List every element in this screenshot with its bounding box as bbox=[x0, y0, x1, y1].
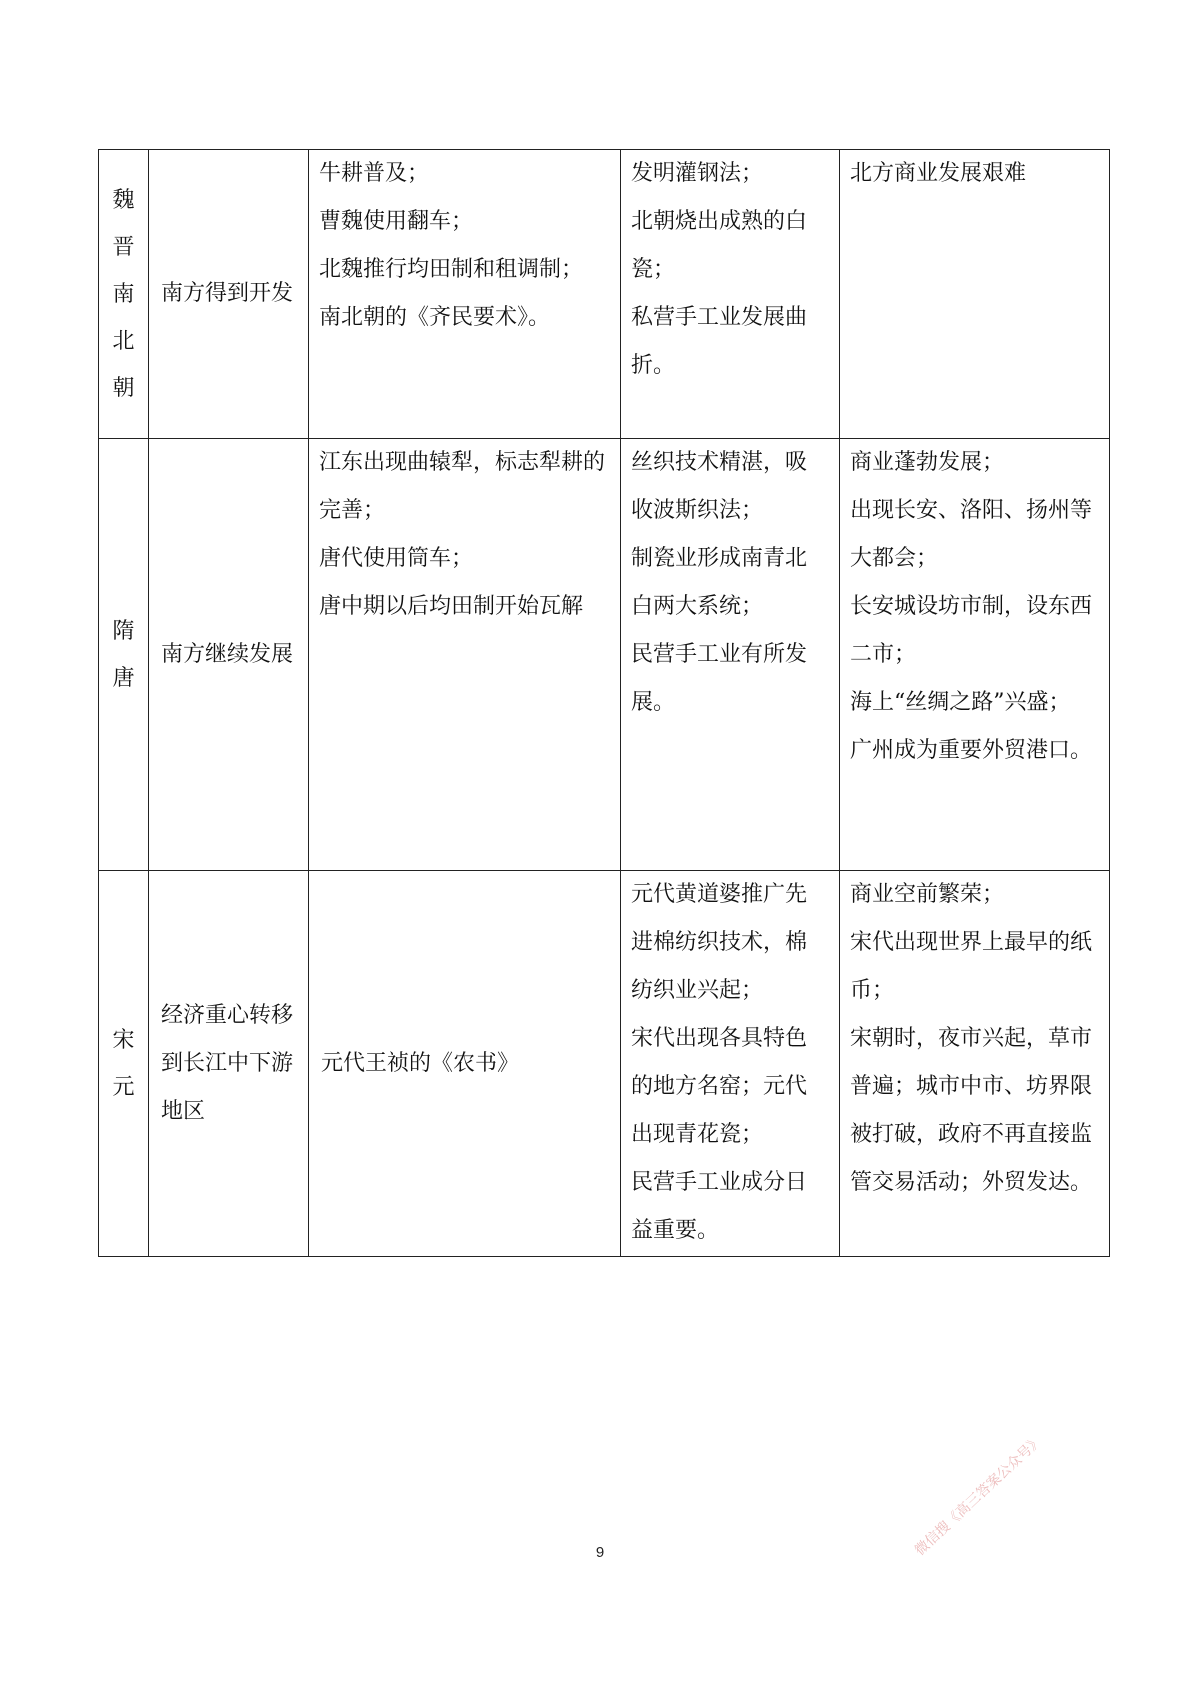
agriculture-cell bbox=[309, 871, 621, 1257]
handicraft-cell bbox=[621, 871, 840, 1257]
commerce-cell bbox=[840, 439, 1110, 871]
era-label: 魏晋南北朝 bbox=[112, 187, 135, 401]
era-cell bbox=[99, 439, 149, 871]
region-text: 南方继续发展 bbox=[161, 641, 294, 667]
era-cell bbox=[99, 871, 149, 1257]
agriculture-text: 江东出现曲辕犁，标志犁耕的完善； 唐代使用筒车； 唐中期以后均田制开始瓦解 bbox=[319, 450, 606, 619]
region-text: 经济重心转移到长江中下游地区 bbox=[161, 1002, 294, 1124]
handicraft-text: 元代黄道婆推广先进棉纺织技术，棉纺织业兴起； 宋代出现各具特色的地方名窑；元代出现青花瓷； 民营手工业成分日益重要。 bbox=[631, 882, 808, 1243]
watermark: 微信搜《高三答案公众号》 bbox=[912, 1432, 1046, 1559]
commerce-text: 北方商业发展艰难 bbox=[850, 161, 1027, 186]
agriculture-text: 元代王祯的《农书》 bbox=[321, 1050, 520, 1076]
commerce-text: 商业空前繁荣； 宋代出现世界上最早的纸币； 宋朝时，夜市兴起，草市普遍；城市中市、坊界限被打破，政府不再直接监管交易活动；外贸发达。 bbox=[850, 882, 1093, 1195]
region-text: 南方得到开发 bbox=[161, 281, 294, 306]
era-cell bbox=[99, 150, 149, 439]
region-cell bbox=[149, 871, 309, 1257]
region-cell bbox=[149, 439, 309, 871]
commerce-text: 商业蓬勃发展； 出现长安、洛阳、扬州等大都会； 长安城设坊市制，设东西二市； 海上“丝绸之路”兴盛； 广州成为重要外贸港口。 bbox=[850, 450, 1093, 763]
economic-history-table bbox=[98, 149, 1110, 1257]
agriculture-text: 牛耕普及； 曹魏使用翻车； 北魏推行均田制和租调制； 南北朝的《齐民要术》。 bbox=[319, 161, 584, 330]
table-row bbox=[99, 439, 1110, 871]
era-label: 隋唐 bbox=[112, 618, 135, 691]
handicraft-cell bbox=[621, 439, 840, 871]
commerce-cell bbox=[840, 871, 1110, 1257]
table-row bbox=[99, 150, 1110, 439]
page-number: 9 bbox=[595, 1544, 605, 1561]
region-cell bbox=[149, 150, 309, 439]
era-label: 宋元 bbox=[112, 1027, 135, 1100]
table-row bbox=[99, 871, 1110, 1257]
handicraft-text: 发明灌钢法； 北朝烧出成熟的白瓷； 私营手工业发展曲折。 bbox=[631, 161, 808, 378]
handicraft-text: 丝织技术精湛，吸收波斯织法； 制瓷业形成南青北白两大系统； 民营手工业有所发展。 bbox=[631, 450, 808, 715]
agriculture-cell bbox=[309, 439, 621, 871]
agriculture-cell bbox=[309, 150, 621, 439]
commerce-cell bbox=[840, 150, 1110, 439]
handicraft-cell bbox=[621, 150, 840, 439]
